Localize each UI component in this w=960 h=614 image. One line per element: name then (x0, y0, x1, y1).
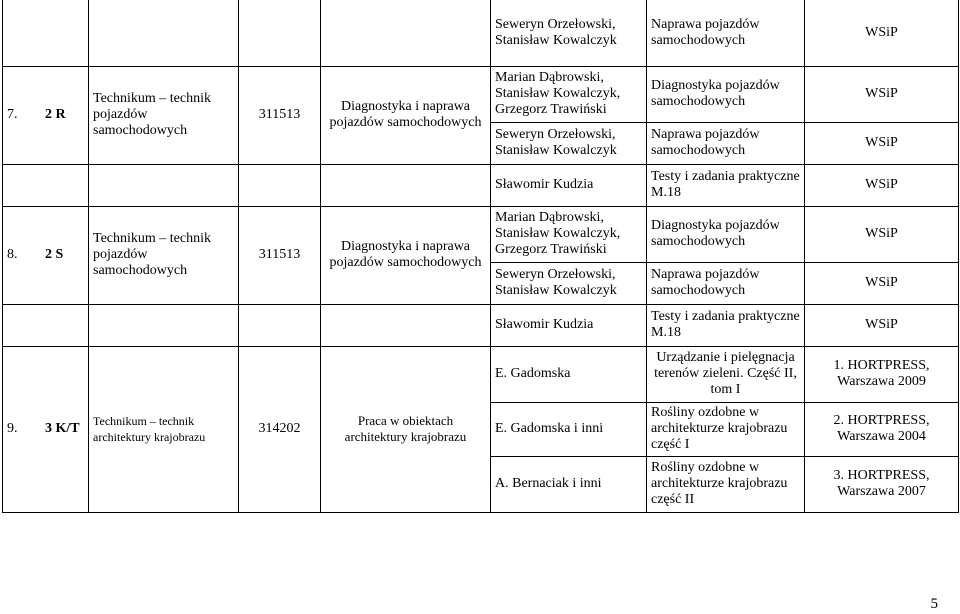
lp-cell: 7. 2 R (3, 66, 89, 164)
author-cell: Seweryn Orzełowski, Stanisław Kowalczyk (491, 262, 647, 304)
class-label: 2 S (45, 247, 64, 262)
table-row (3, 304, 959, 346)
title-cell: Naprawa pojazdów samochodowych (647, 122, 805, 164)
profession-code-cell: 311513 (239, 66, 321, 164)
school-type-cell: Technikum – technik pojazdów samochodowych (89, 206, 239, 304)
class-label: 3 K/T (45, 421, 80, 436)
publisher-cell: WSiP (805, 66, 959, 122)
table-row (3, 164, 959, 206)
publisher-cell: WSiP (805, 206, 959, 262)
title-cell: Diagnostyka pojazdów samochodowych (647, 66, 805, 122)
profession-code-cell: 314202 (239, 346, 321, 512)
publisher-cell: WSiP (805, 164, 959, 206)
author-cell: Seweryn Orzełowski, Stanisław Kowalczyk (491, 0, 647, 66)
author-cell: Marian Dąbrowski, Stanisław Kowalczyk, Grzegorz Trawiński (491, 66, 647, 122)
title-cell: Naprawa pojazdów samochodowych (647, 262, 805, 304)
school-type-cell: Technikum – technik pojazdów samochodowych (89, 66, 239, 164)
title-cell: Urządzanie i pielęgnacja terenów zieleni. Część II, tom I (647, 346, 805, 402)
school-type-cell: Technikum – technik architektury krajobrazu (89, 346, 239, 512)
publisher-cell: 2. HORTPRESS, Warszawa 2004 (805, 402, 959, 456)
class-label: 2 R (45, 107, 66, 122)
author-cell: Marian Dąbrowski, Stanisław Kowalczyk, Grzegorz Trawiński (491, 206, 647, 262)
table-row (3, 206, 959, 262)
qualification-cell: Diagnostyka i naprawa pojazdów samochodowych (321, 66, 491, 164)
qualification-cell: Praca w obiektach architektury krajobrazu (321, 346, 491, 512)
qualification-cell: Diagnostyka i naprawa pojazdów samochodowych (321, 206, 491, 304)
author-cell: E. Gadomska i inni (491, 402, 647, 456)
publisher-cell: WSiP (805, 304, 959, 346)
publisher-cell: WSiP (805, 122, 959, 164)
table-row (3, 0, 959, 66)
table-row (3, 346, 959, 402)
title-cell: Naprawa pojazdów samochodowych (647, 0, 805, 66)
title-cell: Rośliny ozdobne w architekturze krajobrazu część II (647, 456, 805, 512)
lp-cell: 9. 3 K/T (3, 346, 89, 512)
publisher-cell: WSiP (805, 262, 959, 304)
table-row (3, 66, 959, 122)
author-cell: A. Bernaciak i inni (491, 456, 647, 512)
author-cell: Sławomir Kudzia (491, 304, 647, 346)
profession-code-cell: 311513 (239, 206, 321, 304)
title-cell: Testy i zadania praktyczne M.18 (647, 304, 805, 346)
title-cell: Rośliny ozdobne w architekturze krajobrazu część I (647, 402, 805, 456)
author-cell: Seweryn Orzełowski, Stanisław Kowalczyk (491, 122, 647, 164)
title-cell: Diagnostyka pojazdów samochodowych (647, 206, 805, 262)
publisher-cell: 1. HORTPRESS, Warszawa 2009 (805, 346, 959, 402)
page-number: 5 (930, 596, 938, 612)
lp-cell: 8. 2 S (3, 206, 89, 304)
publisher-cell: 3. HORTPRESS, Warszawa 2007 (805, 456, 959, 512)
title-cell: Testy i zadania praktyczne M.18 (647, 164, 805, 206)
author-cell: E. Gadomska (491, 346, 647, 402)
author-cell: Sławomir Kudzia (491, 164, 647, 206)
publisher-cell: WSiP (805, 0, 959, 66)
textbook-table (2, 0, 959, 513)
